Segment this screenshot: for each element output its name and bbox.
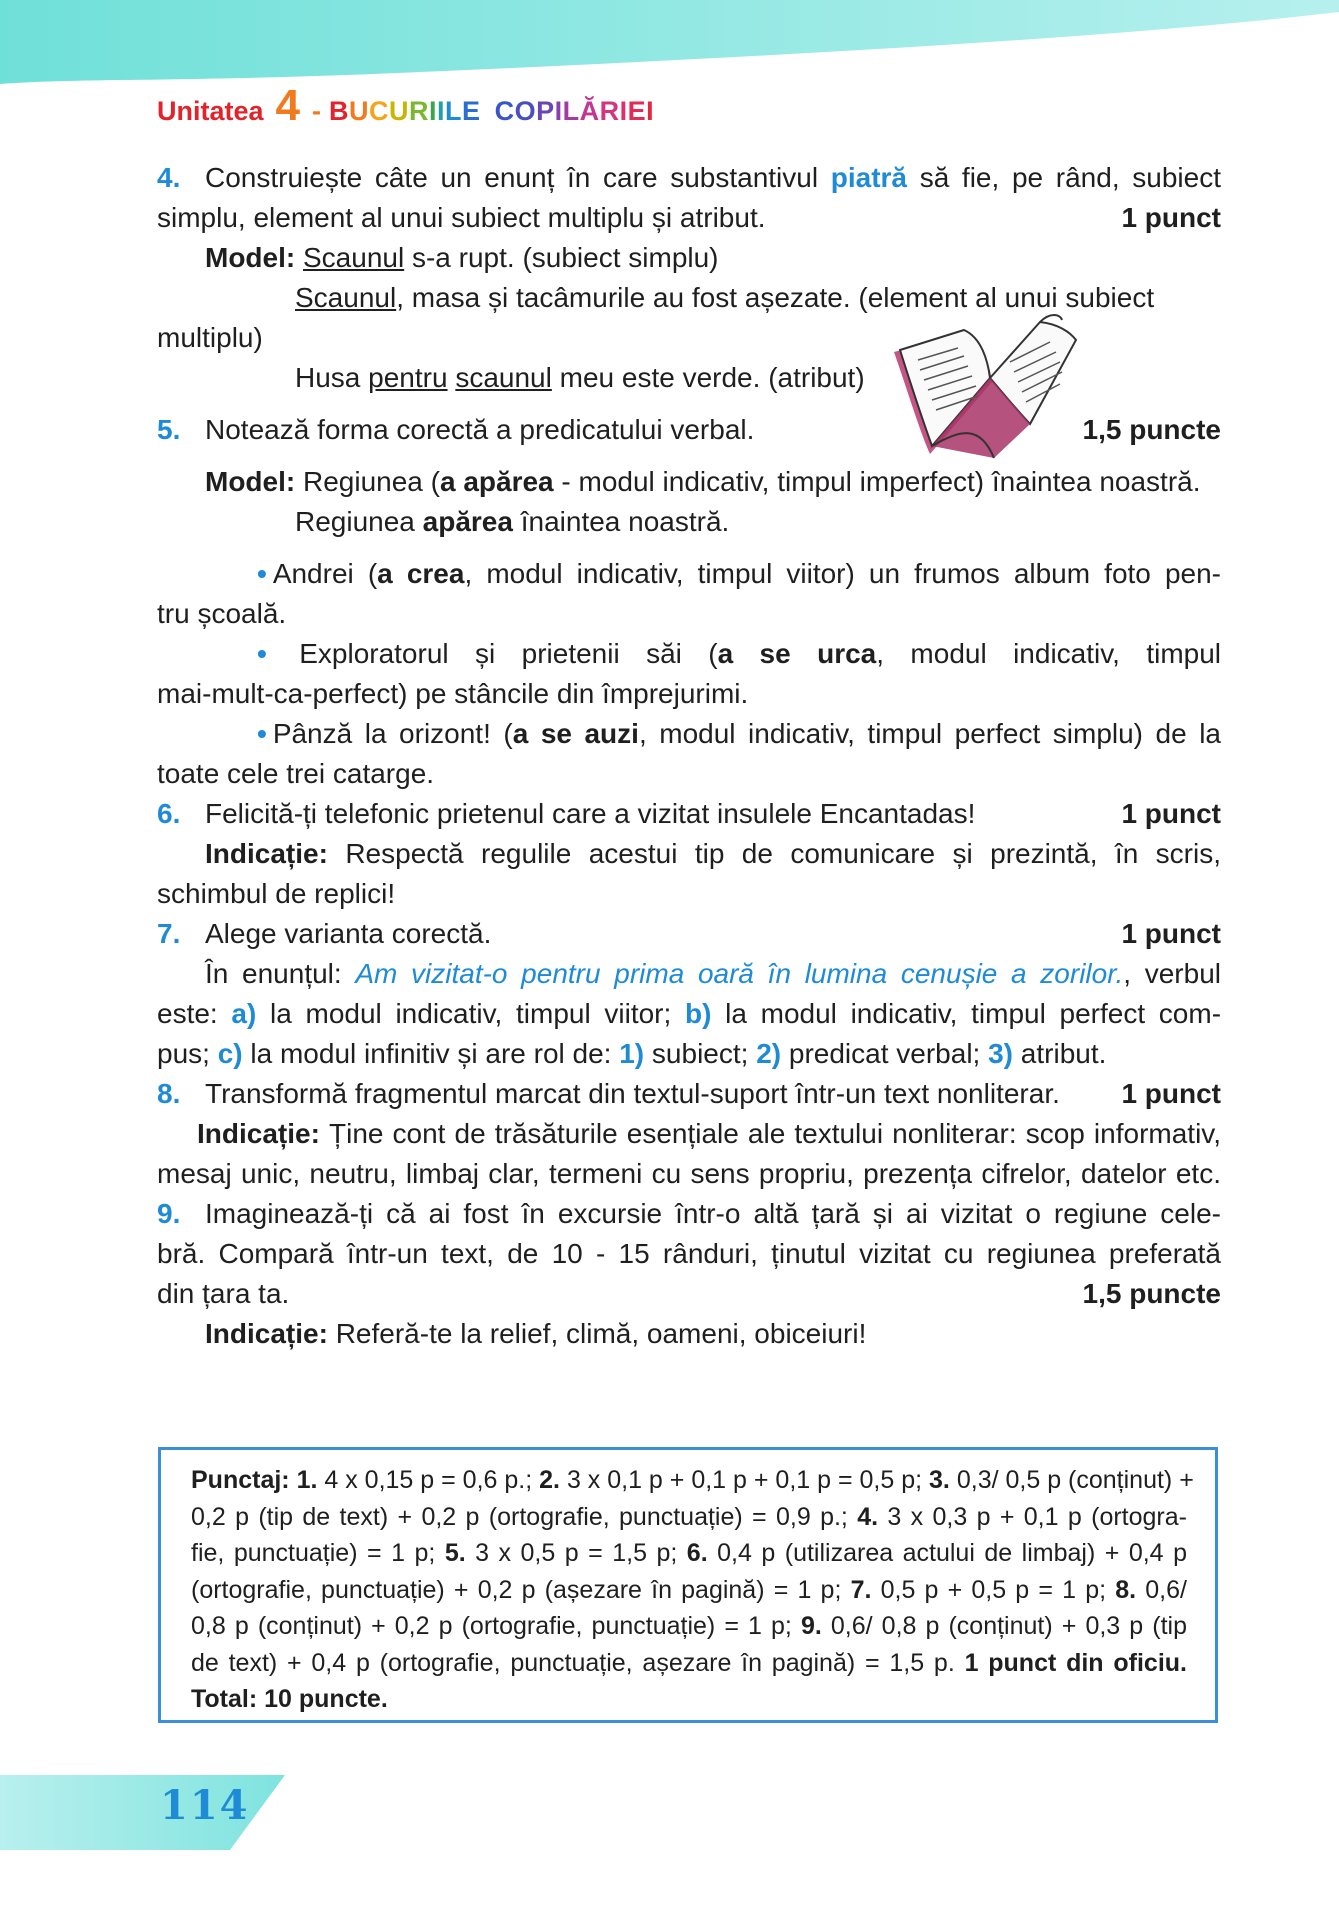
- unit-theme-title: [329, 96, 654, 127]
- theme-letter: I: [429, 96, 438, 126]
- theme-letter: E: [462, 96, 481, 126]
- model-line: Model: Scaunul s-a rupt. (subiect simplu): [205, 242, 719, 273]
- exercise-9-line: din țara ta. 1,5 puncte: [157, 1274, 1221, 1314]
- model-line: multiplu): [157, 322, 263, 353]
- indication-label: Indicație:: [197, 1118, 320, 1149]
- list-item: • Exploratorul și prietenii săi (a se urca, modul indicativ, timpul: [257, 638, 1222, 669]
- page-number: 114: [160, 1782, 250, 1829]
- exercise-5: 5. Notează forma corectă a predicatului verbal. 1,5 puncte: [157, 410, 1221, 450]
- list-item: • Andrei (a crea, modul indicativ, timpul viitor) un frumos album foto pen-: [257, 558, 1221, 589]
- points-label: 1,5 puncte: [1082, 414, 1221, 445]
- scoring-line: de text) + 0,4 p (ortografie, punctuație, așezare în pagină) = 1,5 p. 1 punct din oficiu.: [191, 1648, 1187, 1677]
- indication-line: Indicație: Ține cont de trăsăturile esențiale ale textului nonliterar: scop informativ,: [197, 1118, 1222, 1149]
- scoring-line: fie, punctuație) = 1 p; 5. 3 x 0,5 p = 1,5 p; 6. 0,4 p (utilizarea actului de limbaj) + 0,4 p: [191, 1539, 1187, 1567]
- model-line: Regiunea apărea înaintea noastră.: [295, 506, 730, 537]
- exercise-4-line-2: simplu, element al unui subiect multiplu și atribut. 1 punct: [157, 198, 1221, 238]
- theme-letter: C: [494, 96, 515, 126]
- exercise-number: 4.: [157, 162, 181, 193]
- theme-letter: O: [514, 96, 537, 126]
- exercise-7: 7. Alege varianta corectă. 1 punct: [157, 914, 1221, 954]
- theme-letter: L: [562, 96, 580, 126]
- points-label: 1 punct: [1121, 798, 1221, 829]
- model-label: Model:: [205, 242, 296, 273]
- scoring-line: Punctaj: 1. 4 x 0,15 p = 0,6 p.; 2. 3 x 0,1 p + 0,1 p + 0,1 p = 0,5 p; 3. 0,3/ 0,5 p (conținut) +: [191, 1466, 1194, 1494]
- theme-letter: U: [349, 96, 370, 126]
- points-label: 1 punct: [1121, 918, 1221, 949]
- theme-letter: I: [619, 96, 628, 126]
- unit-label: Unitatea: [157, 96, 264, 126]
- exercise-9-line: bră. Compară într-un text, de 10 - 15 rânduri, ținutul vizitat cu regiunea preferată: [157, 1238, 1221, 1269]
- points-label: 1,5 puncte: [1082, 1278, 1221, 1309]
- theme-letter: I: [646, 96, 655, 126]
- exercise-number: 8.: [157, 1078, 181, 1109]
- exercise-number: 7.: [157, 918, 181, 949]
- points-label: 1 punct: [1121, 202, 1221, 233]
- theme-letter: I: [437, 96, 446, 126]
- indication-line: Indicație: Referă-te la relief, climă, oameni, obiceiuri!: [205, 1318, 867, 1349]
- theme-letter: [481, 96, 489, 126]
- indication-line: schimbul de replici!: [157, 878, 396, 909]
- indication-label: Indicație:: [205, 838, 328, 869]
- theme-letter: Ă: [579, 96, 600, 126]
- unit-header: [157, 81, 655, 130]
- scoring-line: 0,2 p (tip de text) + 0,2 p (ortografie, punctuație) = 0,9 p.; 4. 3 x 0,3 p + 0,1 p (ortogra-: [191, 1502, 1187, 1531]
- theme-letter: R: [409, 96, 430, 126]
- exercise-8: 8. Transformă fragmentul marcat din textul-suport într-un text nonliterar. 1 punct: [157, 1074, 1221, 1114]
- indication-label: Indicație:: [205, 1318, 328, 1349]
- theme-letter: U: [389, 96, 410, 126]
- list-item: • Pânză la orizont! (a se auzi, modul indicativ, timpul perfect simplu) de la: [257, 718, 1221, 749]
- theme-letter: P: [536, 96, 555, 126]
- theme-letter: E: [627, 96, 647, 126]
- theme-letter: L: [445, 96, 463, 126]
- list-item-cont: tru școală.: [157, 598, 287, 629]
- model-label: Model:: [205, 466, 296, 497]
- exercise-6: 6. Felicită-ți telefonic prietenul care a vizitat insulele Encantadas! 1 punct: [157, 794, 1221, 834]
- unit-number: 4: [275, 81, 301, 130]
- model-line: Husa pentru scaunul meu este verde. (atribut): [295, 362, 865, 393]
- points-label: 1 punct: [1121, 1078, 1221, 1109]
- theme-letter: R: [599, 96, 620, 126]
- indication-line: mesaj unic, neutru, limbaj clar, termeni cu sens propriu, prezența cifrelor, datelor etc.: [157, 1158, 1221, 1189]
- exercise-4: 4. Construiește câte un enunț în care substantivul piatră să fie, pe rând, subiect: [157, 158, 1221, 198]
- exercise-7-line: pus; c) la modul infinitiv și are rol de: 1) subiect; 2) predicat verbal; 3) atribut.: [157, 1038, 1107, 1069]
- theme-letter: I: [554, 96, 563, 126]
- indication-line: Indicație: Respectă regulile acestui tip de comunicare și prezintă, în scris,: [205, 838, 1221, 869]
- exercise-number: 5.: [157, 414, 181, 445]
- exercise-7-line: este: a) la modul indicativ, timpul viitor; b) la modul indicativ, timpul perfect com-: [157, 998, 1222, 1029]
- unit-dash: -: [312, 96, 322, 126]
- theme-letter: C: [369, 96, 390, 126]
- model-line: Model: Regiunea (a apărea - modul indicativ, timpul imperfect) înaintea noastră.: [205, 466, 1201, 497]
- exercise-number: 6.: [157, 798, 181, 829]
- exercise-content: [157, 158, 1221, 1354]
- exercise-9: 9. Imaginează-ți că ai fost în excursie într-o altă țară și ai vizitat o regiune cele-: [157, 1194, 1221, 1234]
- theme-letter: B: [329, 96, 350, 126]
- exercise-7-line: În enunțul: Am vizitat-o pentru prima oară în lumina cenușie a zorilor., verbul: [205, 958, 1221, 989]
- list-item-cont: toate cele trei catarge.: [157, 758, 435, 789]
- scoring-box: [158, 1447, 1218, 1723]
- exercise-number: 9.: [157, 1198, 181, 1229]
- scoring-line: (ortografie, punctuație) + 0,2 p (așezare în pagină) = 1 p; 7. 0,5 p + 0,5 p = 1 p; 8. 0,6/: [191, 1575, 1187, 1604]
- model-line: Scaunul, masa și tacâmurile au fost așezate. (element al unui subiect: [295, 282, 1155, 313]
- scoring-line: 0,8 p (conținut) + 0,2 p (ortografie, punctuație) = 1 p; 9. 0,6/ 0,8 p (conținut) + 0,3 p (tip: [191, 1612, 1187, 1640]
- list-item-cont: mai-mult-ca-perfect) pe stâncile din împrejurimi.: [157, 678, 749, 709]
- scoring-total: Total: 10 puncte.: [191, 1685, 388, 1713]
